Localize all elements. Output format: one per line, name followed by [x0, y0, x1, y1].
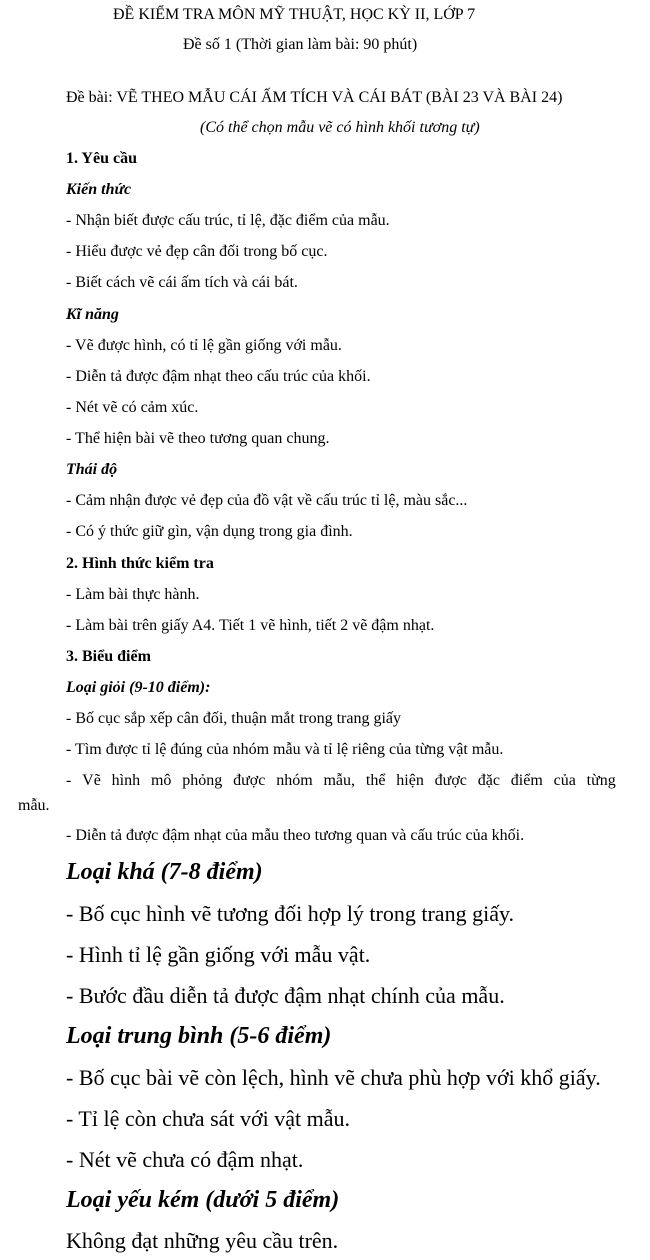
weak-description: Không đạt những yêu cầu trên.	[66, 1228, 339, 1253]
section-heading-requirements: 1. Yêu cầu	[66, 150, 137, 167]
topic-note: (Có thể chọn mẫu vẽ có hình khối tương tự)	[200, 119, 480, 136]
word: phỏng	[182, 772, 223, 789]
list-item: - Tỉ lệ còn chưa sát với vật mẫu.	[66, 1106, 351, 1131]
subheading-attitude: Thái độ	[66, 461, 118, 478]
list-item: - Làm bài thực hành.	[66, 586, 200, 603]
word: được	[434, 772, 467, 789]
word: mẫu,	[323, 772, 356, 789]
word: được	[233, 772, 266, 789]
word: từng	[586, 772, 616, 789]
list-item: - Nét vẽ chưa có đậm nhạt.	[66, 1147, 304, 1172]
subheading-excellent: Loại giỏi (9-10 điểm):	[66, 679, 211, 696]
list-item: - Bố cục sắp xếp cân đối, thuận mắt trong trang giấy	[66, 710, 402, 727]
word: điểm	[510, 772, 543, 789]
list-item: - Hiểu được vẻ đẹp cân đối trong bố cục.	[66, 243, 328, 260]
list-item: - Tìm được tỉ lệ đúng của nhóm mẫu và tỉ lệ riêng của từng vật mẫu.	[66, 741, 504, 758]
list-item: - Biết cách vẽ cái ấm tích và cái bát.	[66, 274, 298, 291]
section-heading-scoring: 3. Biểu điểm	[66, 648, 151, 665]
document-title: ĐỀ KIỂM TRA MÔN MỸ THUẬT, HỌC KỲ II, LỚP 7	[113, 6, 476, 23]
word: mô	[150, 772, 172, 789]
list-item: - Nhận biết được cấu trúc, tỉ lệ, đặc điểm của mẫu.	[66, 212, 390, 229]
list-item: - Bố cục bài vẽ còn lệch, hình vẽ chưa phù hợp với khổ giấy.	[66, 1065, 601, 1090]
subheading-weak: Loại yếu kém (dưới 5 điểm)	[66, 1187, 340, 1213]
section-heading-test-format: 2. Hình thức kiểm tra	[66, 555, 214, 572]
subheading-average: Loại trung bình (5-6 điểm)	[66, 1023, 332, 1049]
list-item: - Thể hiện bài vẽ theo tương quan chung.	[66, 430, 330, 447]
subheading-good: Loại khá (7-8 điểm)	[66, 859, 263, 885]
list-item: - Vẽ được hình, có tỉ lệ gần giống với mẫu.	[66, 337, 342, 354]
word: hình	[111, 772, 141, 789]
list-item: - Diễn tả được đậm nhạt theo cấu trúc của khối.	[66, 368, 371, 385]
list-item: - Có ý thức giữ gìn, vận dụng trong gia đình.	[66, 523, 353, 540]
subheading-skills: Kĩ năng	[66, 306, 119, 323]
list-item: - Làm bài trên giấy A4. Tiết 1 vẽ hình, tiết 2 vẽ đậm nhạt.	[66, 617, 435, 634]
list-item: - Nét vẽ có cảm xúc.	[66, 399, 199, 416]
word: Vẽ	[82, 772, 101, 789]
wrapped-line-tail: mẫu.	[18, 797, 50, 814]
word: nhóm	[276, 772, 313, 789]
word: đặc	[477, 772, 500, 789]
word: của	[553, 772, 576, 789]
word: -	[66, 772, 72, 789]
list-item: - Bước đầu diễn tả được đậm nhạt chính của mẫu.	[66, 983, 505, 1008]
justified-list-item	[66, 772, 616, 790]
list-item: - Diễn tả được đậm nhạt của mẫu theo tương quan và cấu trúc của khối.	[66, 827, 525, 844]
exam-topic: Đề bài: VẼ THEO MẪU CÁI ẤM TÍCH VÀ CÁI BÁT (BÀI 23 VÀ BÀI 24)	[66, 89, 563, 106]
document-subtitle: Đề số 1 (Thời gian làm bài: 90 phút)	[183, 36, 418, 53]
word: hiện	[396, 772, 424, 789]
list-item: - Hình tỉ lệ gần giống với mẫu vật.	[66, 942, 371, 967]
subheading-knowledge: Kiến thức	[66, 181, 132, 198]
list-item: - Cảm nhận được vẻ đẹp của đồ vật về cấu trúc tỉ lệ, màu sắc...	[66, 492, 468, 509]
word: thể	[365, 772, 386, 789]
list-item: - Bố cục hình vẽ tương đối hợp lý trong trang giấy.	[66, 901, 515, 926]
